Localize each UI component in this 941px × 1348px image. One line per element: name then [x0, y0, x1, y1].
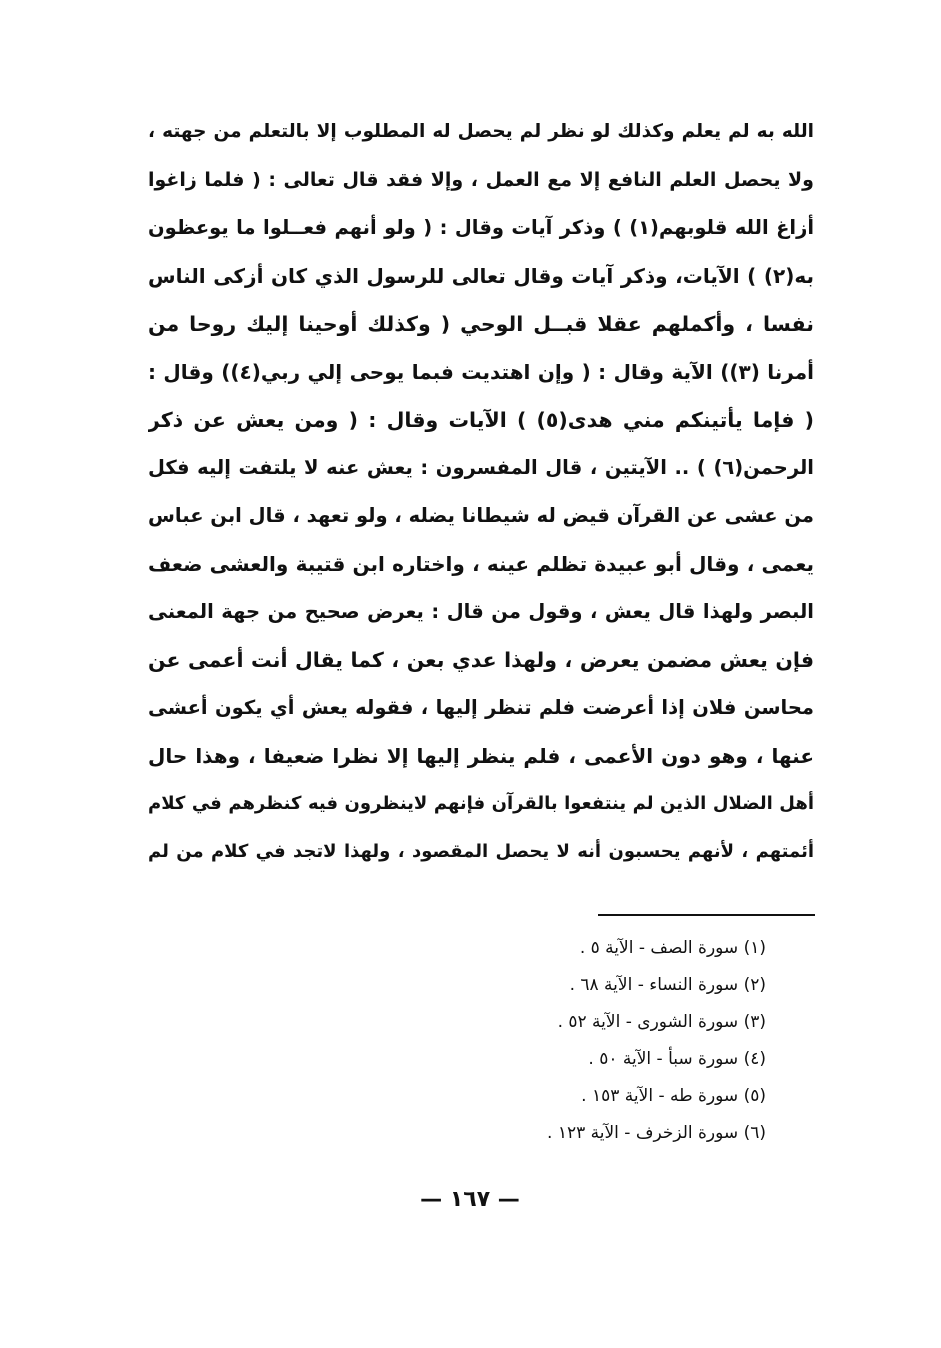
text-line: أهل الضلال الذين لم ينتفعوا بالقرآن فإنهم لاينظرون فيه كنظرهم في كلام: [148, 793, 814, 814]
text-line: يعمى ، وقال أبو عبيدة تظلم عينه ، واختاره ابن قتيبة والعشى ضعف: [148, 552, 814, 576]
text-line: أئمتهم ، لأنهم يحسبون أنه لا يحصل المقصود ، ولهذا لاتجد في كلام من لم: [148, 841, 814, 862]
footnote-divider: [598, 914, 815, 916]
text-line: الله به لم يعلم وكذلك لو نظر لم يحصل له المطلوب إلا بالتعلم من جهته ،: [148, 121, 814, 142]
footnotes-list: [380, 930, 766, 1152]
footnote: (٢) سورة النساء - الآية ٦٨ .: [569, 975, 766, 995]
footnote: (٦) سورة الزخرف - الآية ١٢٣ .: [547, 1123, 766, 1143]
page-number: — ١٦٧ —: [420, 1187, 520, 1212]
text-line: به(٢) ) الآيات، وذكر آيات وقال تعالى للرسول الذي كان أزكى الناس: [148, 264, 814, 288]
footnote: (٤) سورة سبأ - الآية ٥٠ .: [588, 1049, 766, 1069]
text-line: محاسن فلان إذا أعرضت فلم تنظر إليها ، فقوله يعش أي يكون أعشى: [148, 696, 814, 719]
text-line: نفسا ، وأكملهم عقلا قبــل الوحي ( وكذلك أوحينا إليك روحا من: [148, 312, 814, 336]
text-line: فإن يعش مضمن يعرض ، ولهذا عدي بعن ، كما يقال أنت أعمى عن: [148, 648, 814, 672]
footnote: (٥) سورة طه - الآية ١٥٣ .: [581, 1086, 766, 1106]
main-text-block: [148, 108, 814, 876]
footnote: (٣) سورة الشورى - الآية ٥٢ .: [557, 1012, 766, 1032]
text-line: عنها ، وهو دون الأعمى ، فلم ينظر إليها إلا نظرا ضعيفا ، وهذا حال: [148, 744, 814, 768]
text-line: أمرنا (٣)) الآية وقال : ( وإن اهتديت فبما يوحى إلي ربي(٤)) وقال :: [148, 360, 814, 384]
text-line: أزاغ الله قلوبهم(١) ) وذكر آيات وقال : ( ولو أنهم فعــلوا ما يوعظون: [148, 216, 814, 239]
text-line: ولا يحصل العلم النافع إلا مع العمل ، وإلا فقد قال تعالى : ( فلما زاغوا: [148, 169, 814, 191]
text-line: ( فإما يأتينكم مني هدى(٥) ) الآيات وقال : ( ومن يعش عن ذكر: [148, 408, 814, 432]
text-line: الرحمن(٦) ) .. الآيتين ، قال المفسرون : يعش عنه لا يلتفت إليه فكل: [148, 456, 814, 479]
text-line: من عشى عن القرآن قيض له شيطانا يضله ، ولو تعهد ، قال ابن عباس: [148, 504, 814, 527]
text-line: البصر ولهذا قال يعش ، وقول من قال : يعرض صحيح من جهة المعنى: [148, 600, 814, 623]
footnote: (١) سورة الصف - الآية ٥ .: [579, 938, 766, 958]
